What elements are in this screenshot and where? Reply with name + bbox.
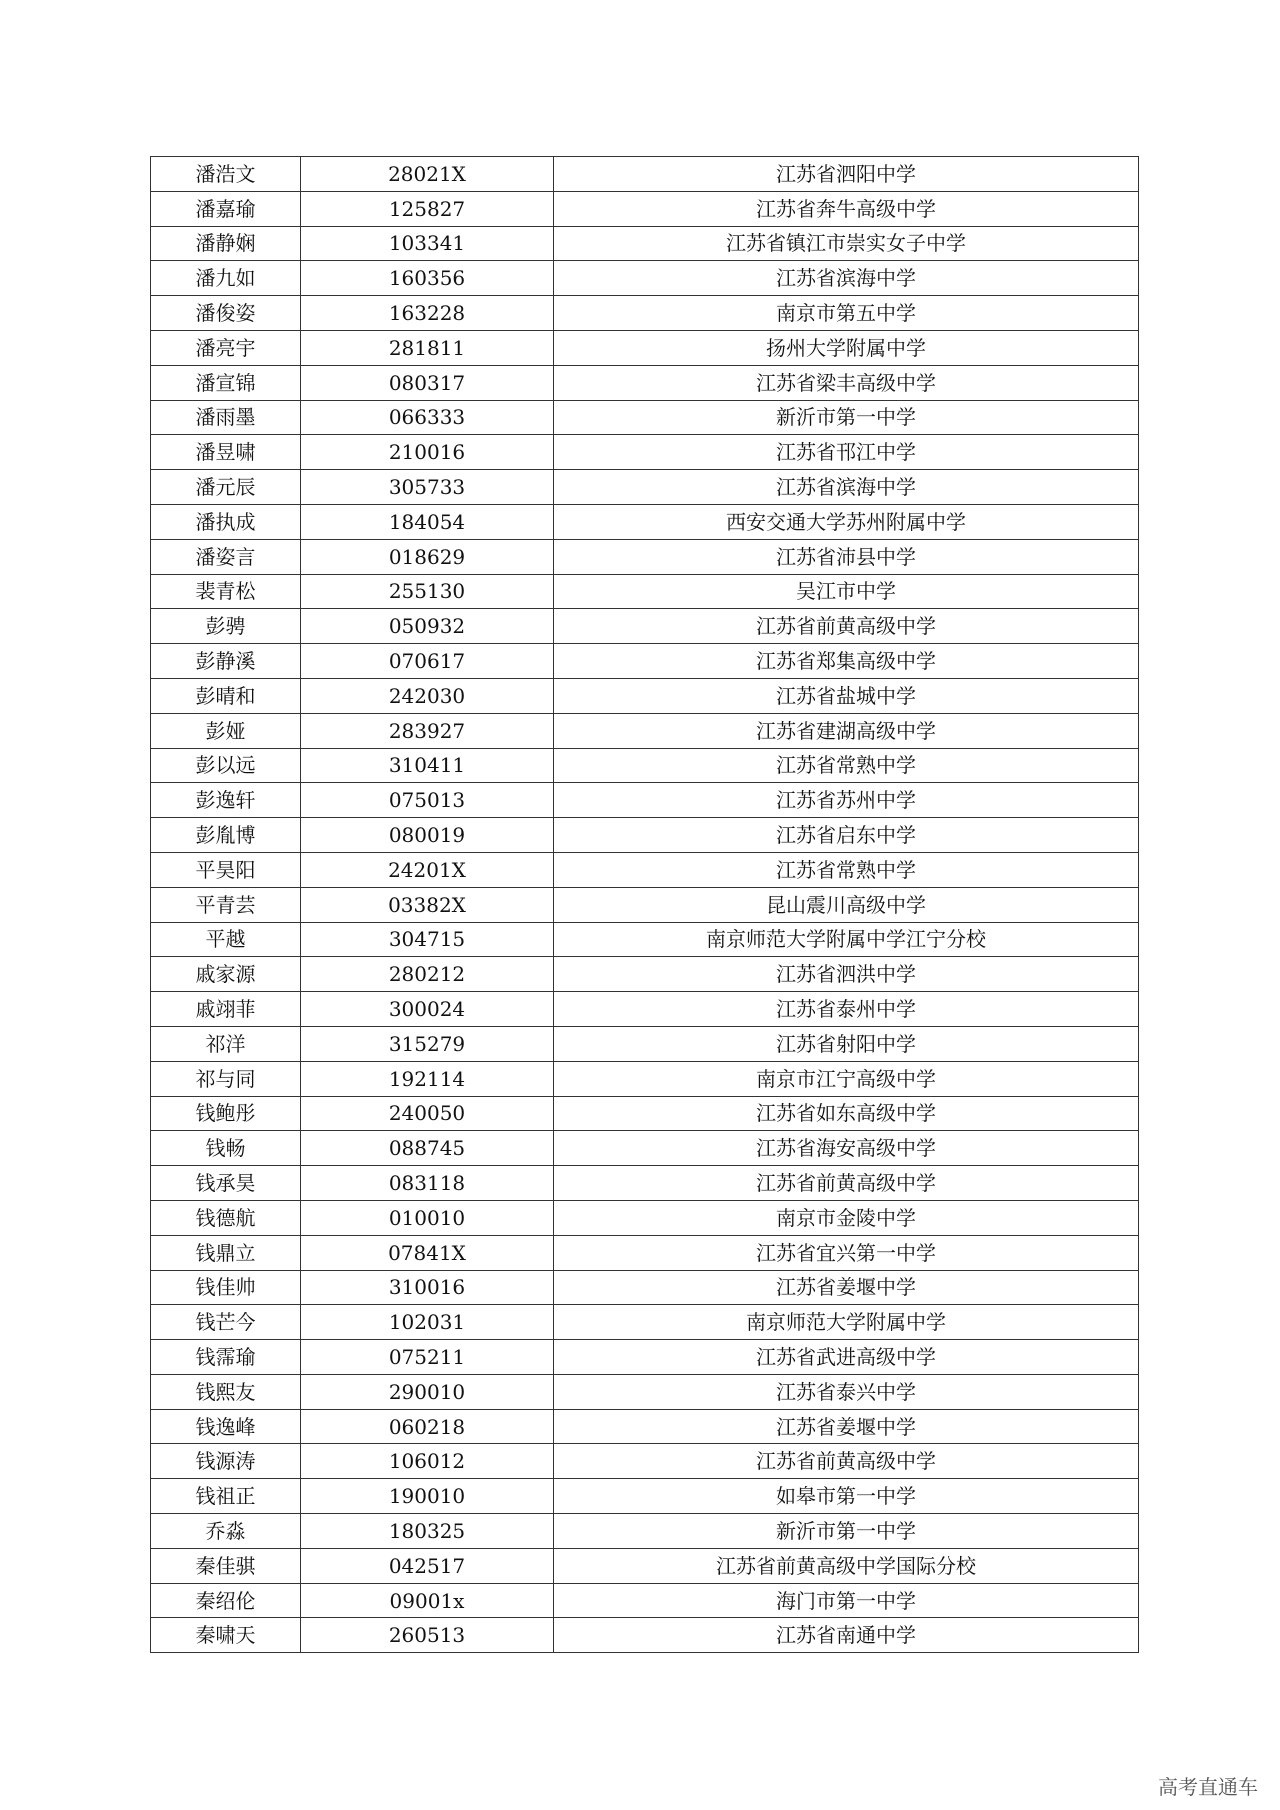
student-roster-table <box>150 156 1139 1653</box>
school-cell: 新沂市第一中学 <box>554 400 1139 435</box>
table-row <box>151 400 1139 435</box>
student-name-cell: 潘嘉瑜 <box>151 191 301 226</box>
student-id-cell: 125827 <box>301 191 554 226</box>
table-row <box>151 261 1139 296</box>
school-cell: 江苏省梁丰高级中学 <box>554 365 1139 400</box>
student-id-cell: 083118 <box>301 1166 554 1201</box>
table-row <box>151 1235 1139 1270</box>
school-cell: 江苏省如东高级中学 <box>554 1096 1139 1131</box>
table-row <box>151 226 1139 261</box>
school-cell: 如皋市第一中学 <box>554 1479 1139 1514</box>
student-id-cell: 242030 <box>301 678 554 713</box>
school-cell: 江苏省常熟中学 <box>554 852 1139 887</box>
table-row <box>151 1200 1139 1235</box>
table-row <box>151 1409 1139 1444</box>
student-name-cell: 钱芒今 <box>151 1305 301 1340</box>
student-name-cell: 彭静溪 <box>151 644 301 679</box>
student-id-cell: 103341 <box>301 226 554 261</box>
student-name-cell: 钱承昊 <box>151 1166 301 1201</box>
student-id-cell: 042517 <box>301 1548 554 1583</box>
watermark-text: 高考直通车 <box>1158 1775 1258 1799</box>
school-cell: 江苏省南通中学 <box>554 1618 1139 1653</box>
table-row <box>151 435 1139 470</box>
table-row <box>151 470 1139 505</box>
student-id-cell: 010010 <box>301 1200 554 1235</box>
student-id-cell: 050932 <box>301 609 554 644</box>
table-row <box>151 1026 1139 1061</box>
table-row <box>151 191 1139 226</box>
student-id-cell: 210016 <box>301 435 554 470</box>
student-id-cell: 305733 <box>301 470 554 505</box>
table-row <box>151 157 1139 192</box>
student-id-cell: 102031 <box>301 1305 554 1340</box>
student-name-cell: 潘九如 <box>151 261 301 296</box>
student-id-cell: 281811 <box>301 330 554 365</box>
student-name-cell: 平越 <box>151 922 301 957</box>
table-row <box>151 783 1139 818</box>
student-id-cell: 184054 <box>301 504 554 539</box>
student-id-cell: 070617 <box>301 644 554 679</box>
school-cell: 江苏省海安高级中学 <box>554 1131 1139 1166</box>
table-row <box>151 365 1139 400</box>
student-name-cell: 平青芸 <box>151 887 301 922</box>
table-row <box>151 713 1139 748</box>
student-name-cell: 潘亮宇 <box>151 330 301 365</box>
school-cell: 西安交通大学苏州附属中学 <box>554 504 1139 539</box>
student-name-cell: 潘昱啸 <box>151 435 301 470</box>
student-id-cell: 080019 <box>301 818 554 853</box>
student-name-cell: 潘俊姿 <box>151 296 301 331</box>
roster-body <box>151 157 1139 1653</box>
school-cell: 海门市第一中学 <box>554 1583 1139 1618</box>
school-cell: 江苏省启东中学 <box>554 818 1139 853</box>
student-name-cell: 戚家源 <box>151 957 301 992</box>
table-row <box>151 1548 1139 1583</box>
school-cell: 江苏省泰州中学 <box>554 992 1139 1027</box>
student-id-cell: 290010 <box>301 1374 554 1409</box>
table-row <box>151 1096 1139 1131</box>
student-name-cell: 潘浩文 <box>151 157 301 192</box>
student-id-cell: 28021X <box>301 157 554 192</box>
student-id-cell: 018629 <box>301 539 554 574</box>
student-id-cell: 060218 <box>301 1409 554 1444</box>
student-id-cell: 300024 <box>301 992 554 1027</box>
student-id-cell: 180325 <box>301 1514 554 1549</box>
student-id-cell: 075013 <box>301 783 554 818</box>
table-row <box>151 1340 1139 1375</box>
student-id-cell: 280212 <box>301 957 554 992</box>
student-name-cell: 钱德航 <box>151 1200 301 1235</box>
table-row <box>151 1479 1139 1514</box>
student-name-cell: 彭晴和 <box>151 678 301 713</box>
school-cell: 江苏省前黄高级中学 <box>554 1444 1139 1479</box>
student-name-cell: 钱祖正 <box>151 1479 301 1514</box>
student-name-cell: 钱佳帅 <box>151 1270 301 1305</box>
student-id-cell: 315279 <box>301 1026 554 1061</box>
student-name-cell: 潘姿言 <box>151 539 301 574</box>
student-id-cell: 190010 <box>301 1479 554 1514</box>
student-id-cell: 304715 <box>301 922 554 957</box>
school-cell: 江苏省镇江市崇实女子中学 <box>554 226 1139 261</box>
student-name-cell: 钱源涛 <box>151 1444 301 1479</box>
table-row <box>151 1131 1139 1166</box>
school-cell: 南京市金陵中学 <box>554 1200 1139 1235</box>
student-id-cell: 066333 <box>301 400 554 435</box>
school-cell: 江苏省射阳中学 <box>554 1026 1139 1061</box>
student-name-cell: 乔淼 <box>151 1514 301 1549</box>
table-row <box>151 1618 1139 1653</box>
student-id-cell: 24201X <box>301 852 554 887</box>
student-id-cell: 255130 <box>301 574 554 609</box>
school-cell: 江苏省奔牛高级中学 <box>554 191 1139 226</box>
table-row <box>151 1166 1139 1201</box>
table-row <box>151 1305 1139 1340</box>
table-row <box>151 504 1139 539</box>
student-id-cell: 310016 <box>301 1270 554 1305</box>
student-id-cell: 160356 <box>301 261 554 296</box>
student-name-cell: 潘雨墨 <box>151 400 301 435</box>
student-name-cell: 彭逸轩 <box>151 783 301 818</box>
school-cell: 江苏省沛县中学 <box>554 539 1139 574</box>
table-row <box>151 992 1139 1027</box>
student-name-cell: 潘宣锦 <box>151 365 301 400</box>
table-row <box>151 852 1139 887</box>
school-cell: 江苏省武进高级中学 <box>554 1340 1139 1375</box>
school-cell: 江苏省泰兴中学 <box>554 1374 1139 1409</box>
student-name-cell: 秦佳骐 <box>151 1548 301 1583</box>
student-id-cell: 106012 <box>301 1444 554 1479</box>
school-cell: 江苏省滨海中学 <box>554 470 1139 505</box>
table-row <box>151 1061 1139 1096</box>
school-cell: 江苏省泗阳中学 <box>554 157 1139 192</box>
school-cell: 江苏省盐城中学 <box>554 678 1139 713</box>
school-cell: 南京市第五中学 <box>554 296 1139 331</box>
table-row <box>151 887 1139 922</box>
student-id-cell: 088745 <box>301 1131 554 1166</box>
school-cell: 昆山震川高级中学 <box>554 887 1139 922</box>
school-cell: 江苏省郑集高级中学 <box>554 644 1139 679</box>
student-name-cell: 潘元辰 <box>151 470 301 505</box>
student-id-cell: 310411 <box>301 748 554 783</box>
student-id-cell: 192114 <box>301 1061 554 1096</box>
student-name-cell: 平昊阳 <box>151 852 301 887</box>
student-id-cell: 03382X <box>301 887 554 922</box>
table-row <box>151 1583 1139 1618</box>
student-name-cell: 祁洋 <box>151 1026 301 1061</box>
student-id-cell: 260513 <box>301 1618 554 1653</box>
school-cell: 南京师范大学附属中学 <box>554 1305 1139 1340</box>
school-cell: 江苏省泗洪中学 <box>554 957 1139 992</box>
student-name-cell: 彭娅 <box>151 713 301 748</box>
student-id-cell: 07841X <box>301 1235 554 1270</box>
student-name-cell: 钱畅 <box>151 1131 301 1166</box>
school-cell: 江苏省苏州中学 <box>554 783 1139 818</box>
table-row <box>151 678 1139 713</box>
student-name-cell: 彭骋 <box>151 609 301 644</box>
student-name-cell: 钱鲍彤 <box>151 1096 301 1131</box>
school-cell: 扬州大学附属中学 <box>554 330 1139 365</box>
student-name-cell: 秦啸天 <box>151 1618 301 1653</box>
school-cell: 江苏省宜兴第一中学 <box>554 1235 1139 1270</box>
school-cell: 南京市江宁高级中学 <box>554 1061 1139 1096</box>
student-name-cell: 潘静娴 <box>151 226 301 261</box>
table-row <box>151 957 1139 992</box>
school-cell: 江苏省常熟中学 <box>554 748 1139 783</box>
school-cell: 江苏省前黄高级中学 <box>554 1166 1139 1201</box>
table-row <box>151 1374 1139 1409</box>
table-row <box>151 644 1139 679</box>
school-cell: 江苏省姜堰中学 <box>554 1409 1139 1444</box>
school-cell: 江苏省建湖高级中学 <box>554 713 1139 748</box>
school-cell: 江苏省滨海中学 <box>554 261 1139 296</box>
student-name-cell: 秦绍伦 <box>151 1583 301 1618</box>
student-name-cell: 潘执成 <box>151 504 301 539</box>
student-name-cell: 钱鼎立 <box>151 1235 301 1270</box>
table-row <box>151 1270 1139 1305</box>
student-name-cell: 祁与同 <box>151 1061 301 1096</box>
table-row <box>151 539 1139 574</box>
student-name-cell: 彭以远 <box>151 748 301 783</box>
student-id-cell: 163228 <box>301 296 554 331</box>
student-id-cell: 09001x <box>301 1583 554 1618</box>
table-row <box>151 1514 1139 1549</box>
student-id-cell: 075211 <box>301 1340 554 1375</box>
student-name-cell: 钱逸峰 <box>151 1409 301 1444</box>
student-name-cell: 戚翊菲 <box>151 992 301 1027</box>
student-name-cell: 钱霈瑜 <box>151 1340 301 1375</box>
table-row <box>151 609 1139 644</box>
table-row <box>151 748 1139 783</box>
table-row <box>151 296 1139 331</box>
table-row <box>151 574 1139 609</box>
table-row <box>151 922 1139 957</box>
school-cell: 江苏省前黄高级中学 <box>554 609 1139 644</box>
table-row <box>151 330 1139 365</box>
student-id-cell: 240050 <box>301 1096 554 1131</box>
school-cell: 江苏省前黄高级中学国际分校 <box>554 1548 1139 1583</box>
school-cell: 南京师范大学附属中学江宁分校 <box>554 922 1139 957</box>
school-cell: 江苏省邗江中学 <box>554 435 1139 470</box>
student-name-cell: 裴青松 <box>151 574 301 609</box>
student-name-cell: 钱熙友 <box>151 1374 301 1409</box>
school-cell: 吴江市中学 <box>554 574 1139 609</box>
table-row <box>151 1444 1139 1479</box>
student-id-cell: 080317 <box>301 365 554 400</box>
table-row <box>151 818 1139 853</box>
student-id-cell: 283927 <box>301 713 554 748</box>
school-cell: 新沂市第一中学 <box>554 1514 1139 1549</box>
school-cell: 江苏省姜堰中学 <box>554 1270 1139 1305</box>
student-name-cell: 彭胤博 <box>151 818 301 853</box>
